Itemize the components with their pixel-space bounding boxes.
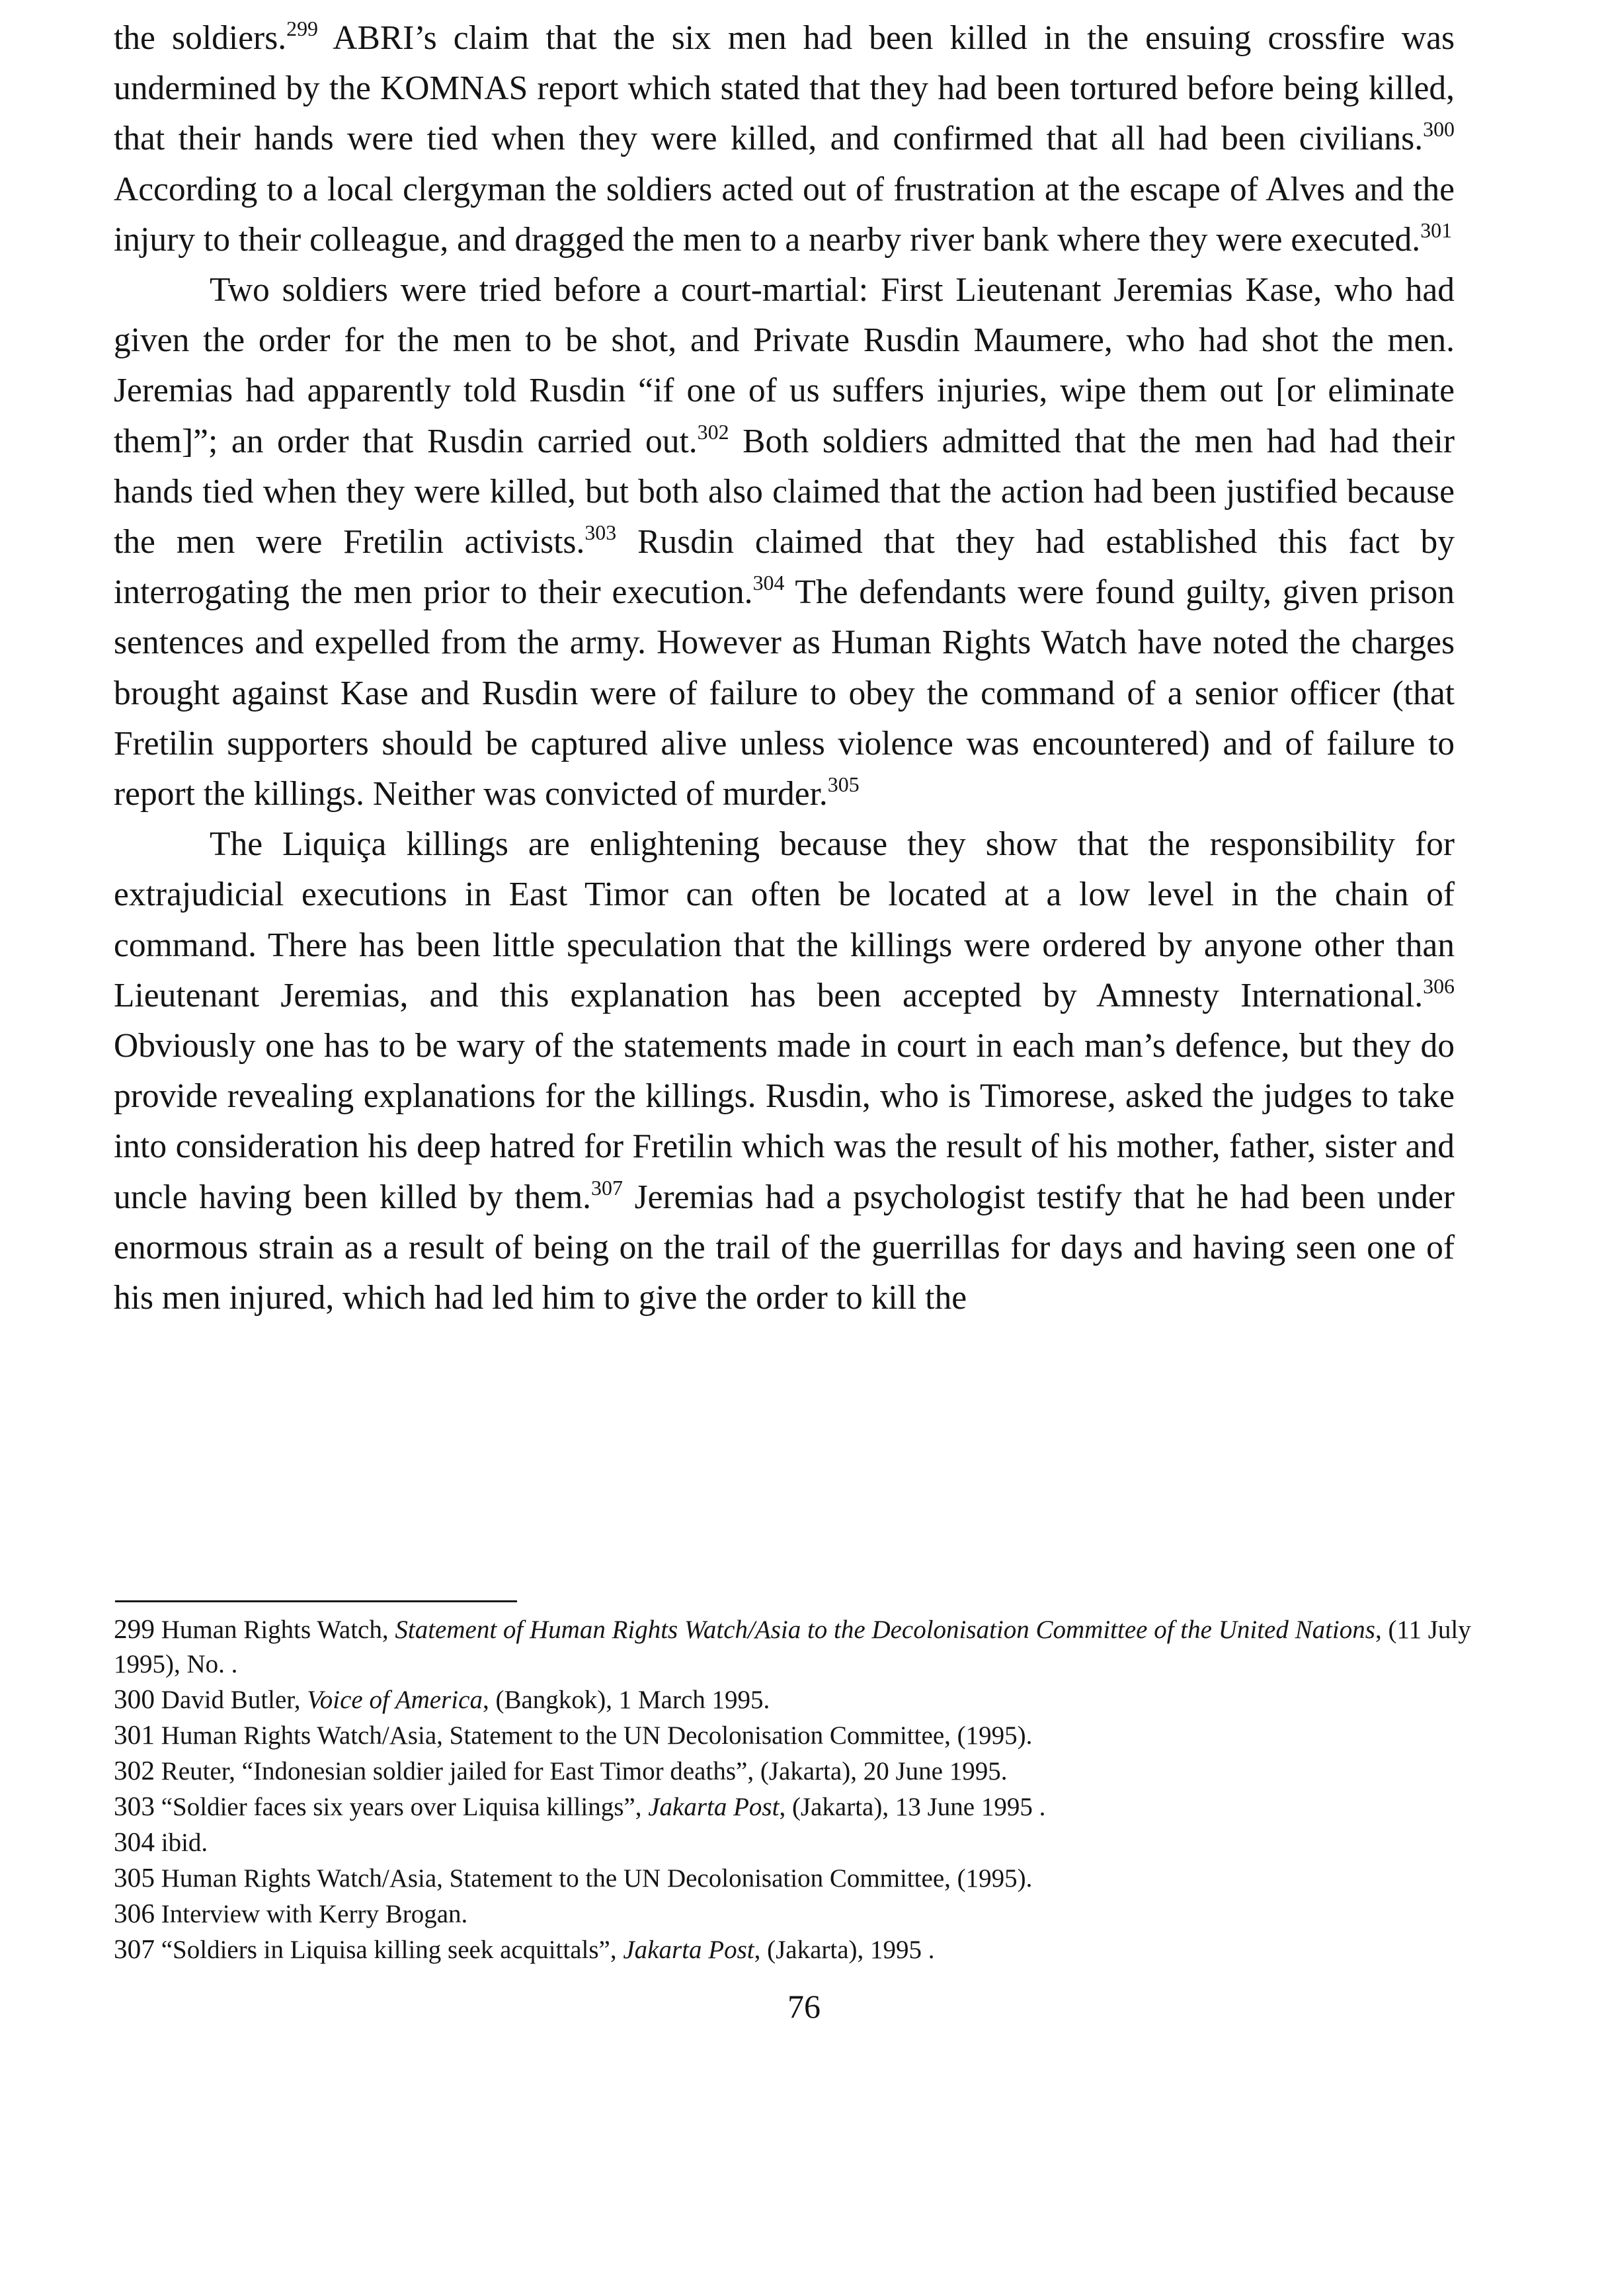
footnote-reference: 305 (827, 773, 860, 797)
footnote-text: Interview with Kerry Brogan. (155, 1900, 468, 1928)
paragraph-text: Jeremias had a psychologist testify that he had been under enormous strain as a result of being on the trail of the guerrillas for days and having seen one of his men injured, which had led him to give the order to kill the (114, 1178, 1455, 1317)
paragraph-text: The Liquiça killings are enlightening because they show that the responsibility for extrajudicial executions in East Timor can often be located at a low level in the chain of command. There has been little speculation that the killings were ordered by anyone other than Lieutenant Jeremias, and this explanation has been accepted by Amnesty International. (114, 825, 1455, 1014)
paragraph-text: ABRI’s claim that the six men had been killed in the ensuing crossfire was undermined by the KOMNAS report which stated that they had been tortured before being killed, that their hands were tied when they were killed, and confirmed that all had been civilians. (114, 19, 1455, 158)
footnote-number: 301 (114, 1719, 155, 1750)
footnote-text: “Soldiers in Liquisa killing seek acquittals”, (155, 1936, 623, 1964)
footnote-number: 306 (114, 1898, 155, 1928)
footnote-number: 303 (114, 1791, 155, 1821)
footnote-number: 305 (114, 1862, 155, 1893)
footnote (114, 1753, 1476, 1789)
footnote-title: Jakarta Post (648, 1793, 780, 1821)
footnote-text: “Soldier faces six years over Liquisa killings”, (155, 1793, 649, 1821)
paragraph-text: The defendants were found guilty, given prison sentences and expelled from the army. However as Human Rights Watch have noted the charges brought against Kase and Rusdin were of failure to obey the command of a senior officer (that Fretilin supporters should be captured alive unless violence was encountered) and of failure to report the killings. Neither was convicted of murder. (114, 573, 1455, 813)
footnote-reference: 300 (1423, 118, 1455, 142)
footnote-text: , (Jakarta), 13 June 1995 . (779, 1793, 1046, 1821)
footnote (114, 1896, 1476, 1932)
footnote-reference: 306 (1423, 975, 1455, 999)
footnote-text: , (Jakarta), 1995 . (754, 1936, 935, 1964)
page-number: 76 (787, 1988, 821, 2025)
footnote-number: 304 (114, 1826, 155, 1857)
footnote (114, 1824, 1476, 1860)
paragraph-text: the soldiers. (114, 19, 287, 57)
footnote (114, 1932, 1476, 1967)
body-paragraph (114, 265, 1455, 819)
footnote (114, 1860, 1476, 1896)
footnote-title: Statement of Human Rights Watch/Asia to the Decolonisation Committee of the United Nations (395, 1616, 1375, 1644)
footnote (114, 1789, 1476, 1824)
footnote (114, 1682, 1476, 1717)
footnote-number: 299 (114, 1614, 155, 1644)
paragraph-text: Both soldiers admitted that the men had had their hands tied when they were killed, but both also claimed that the action had been justified because the men were Fretilin activists. (114, 422, 1455, 561)
footnotes (114, 1612, 1476, 1967)
footnote-reference: 302 (697, 420, 729, 444)
paragraph-text: Obviously one has to be wary of the statements made in court in each man’s defence, but they do provide revealing explanations for the killings. Rusdin, who is Timorese, asked the judges to take into consideration his deep hatred for Fretilin which was the result of his mother, father, sister and uncle having been killed by them. (114, 1027, 1455, 1216)
footnote-number: 307 (114, 1934, 155, 1964)
footnote-reference: 299 (286, 17, 319, 41)
body-text (114, 13, 1455, 1323)
body-paragraph (114, 13, 1455, 265)
footnote-text: ibid. (155, 1828, 208, 1857)
footnote-title: Jakarta Post (623, 1936, 754, 1964)
footnote-text: David Butler, (155, 1686, 307, 1714)
footnote-title: Voice of America (307, 1686, 483, 1714)
footnote-reference: 307 (591, 1176, 623, 1200)
paragraph-text: According to a local clergyman the soldiers acted out of frustration at the escape of Alves and the injury to their colleague, and dragged the men to a nearby river bank where they were executed. (114, 170, 1455, 259)
footnote-reference: 301 (1420, 219, 1453, 243)
footnote-reference: 304 (752, 571, 785, 595)
body-paragraph (114, 819, 1455, 1323)
footnote (114, 1717, 1476, 1753)
footnote-text: Reuter, “Indonesian soldier jailed for East Timor deaths”, (Jakarta), 20 June 1995. (155, 1757, 1008, 1785)
footnote-text: Human Rights Watch/Asia, Statement to the UN Decolonisation Committee, (1995). (155, 1864, 1033, 1893)
footnote-text: , (Bangkok), 1 March 1995. (482, 1686, 770, 1714)
footnote-text: Human Rights Watch/Asia, Statement to the UN Decolonisation Committee, (1995). (155, 1721, 1033, 1750)
footnote-text: , (11 July 1995), No. . (114, 1616, 1471, 1678)
footnote-text: Human Rights Watch, (155, 1616, 395, 1644)
footnote-number: 302 (114, 1755, 155, 1785)
footnote-reference: 303 (584, 521, 617, 545)
paragraph-text: Two soldiers were tried before a court-martial: First Lieutenant Jeremias Kase, who had given the order for the men to be shot, and Private Rusdin Maumere, who had shot the men. Jeremias had apparently told Rusdin “if one of us suffers injuries, wipe them out [or eliminate them]”; an order that Rusdin carried out. (114, 271, 1455, 460)
footnote (114, 1612, 1476, 1682)
footnote-number: 300 (114, 1684, 155, 1714)
paragraph-text: Rusdin claimed that they had established this fact by interrogating the men prior to their execution. (114, 523, 1455, 612)
footnote-separator (115, 1600, 517, 1602)
